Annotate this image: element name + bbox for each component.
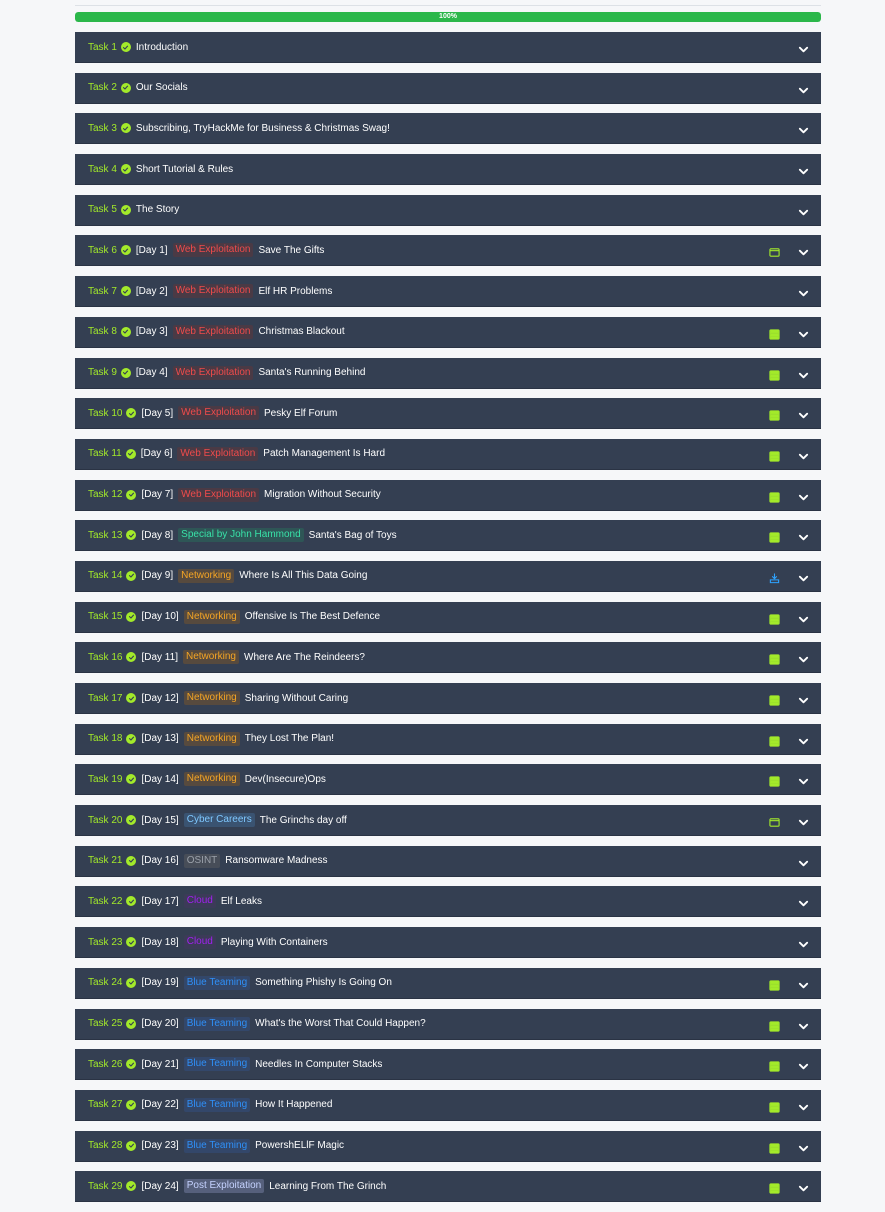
task-row[interactable] [75, 113, 821, 144]
progress-label: 100% [439, 13, 457, 20]
chevron-down-icon[interactable] [798, 164, 809, 175]
check-circle-icon [126, 856, 136, 866]
check-circle-icon [121, 286, 131, 296]
chevron-down-icon[interactable] [798, 530, 809, 541]
check-circle-icon [126, 571, 136, 581]
task-category-tag: Web Exploitation [178, 406, 259, 420]
server-icon [769, 978, 780, 989]
task-category-tag: Web Exploitation [173, 243, 254, 257]
task-category-tag: Networking [178, 569, 234, 583]
task-day: [Day 18] [141, 936, 179, 948]
chevron-down-icon[interactable] [798, 652, 809, 663]
task-row[interactable] [75, 480, 821, 511]
check-circle-icon [126, 1181, 136, 1191]
task-row[interactable] [75, 642, 821, 673]
chevron-down-icon[interactable] [798, 368, 809, 379]
server-icon [769, 1181, 780, 1192]
task-category-tag: Blue Teaming [184, 1017, 250, 1031]
chevron-down-icon[interactable] [798, 408, 809, 419]
task-category-tag: Post Exploitation [184, 1179, 265, 1193]
task-number: Task 16 [88, 651, 123, 663]
check-circle-icon [126, 1059, 136, 1069]
server-icon [769, 368, 780, 379]
task-number: Task 28 [88, 1140, 123, 1152]
task-row[interactable] [75, 1009, 821, 1040]
task-title: Where Are The Reindeers? [244, 651, 365, 663]
task-day: [Day 13] [141, 733, 179, 745]
task-row[interactable] [75, 73, 821, 104]
chevron-down-icon[interactable] [798, 245, 809, 256]
task-category-tag: Cloud [184, 894, 216, 908]
task-category-tag: Web Exploitation [173, 325, 254, 339]
task-row[interactable] [75, 235, 821, 266]
task-title: PowershELlF Magic [255, 1140, 345, 1152]
task-title: Save The Gifts [258, 244, 325, 256]
task-title: Where Is All This Data Going [239, 570, 368, 582]
task-number: Task 5 [88, 204, 117, 216]
check-circle-icon [121, 164, 131, 174]
task-row[interactable] [75, 886, 821, 917]
task-row[interactable] [75, 764, 821, 795]
server-icon [769, 774, 780, 785]
task-title: Christmas Blackout [258, 326, 345, 338]
chevron-down-icon[interactable] [798, 490, 809, 501]
task-number: Task 7 [88, 285, 117, 297]
task-day: [Day 3] [135, 326, 168, 338]
task-number: Task 14 [88, 570, 123, 582]
server-icon [769, 490, 780, 501]
task-row[interactable] [75, 927, 821, 958]
check-circle-icon [126, 693, 136, 703]
chevron-down-icon[interactable] [798, 42, 809, 53]
task-category-tag: Networking [184, 610, 240, 624]
task-day: [Day 1] [135, 244, 168, 256]
task-day: [Day 10] [141, 611, 179, 623]
check-circle-icon [121, 327, 131, 337]
task-row[interactable] [75, 1049, 821, 1080]
browser-icon [769, 245, 780, 256]
task-day: [Day 8] [141, 529, 174, 541]
check-circle-icon [121, 245, 131, 255]
check-circle-icon [126, 937, 136, 947]
chevron-down-icon[interactable] [798, 896, 809, 907]
chevron-down-icon[interactable] [798, 1100, 809, 1111]
check-circle-icon [126, 408, 136, 418]
check-circle-icon [126, 896, 136, 906]
task-row[interactable] [75, 398, 821, 429]
task-title: Something Phishy Is Going On [255, 977, 392, 989]
task-number: Task 4 [88, 163, 117, 175]
check-circle-icon [126, 1019, 136, 1029]
check-circle-icon [126, 774, 136, 784]
task-day: [Day 9] [141, 570, 174, 582]
task-number: Task 10 [88, 407, 123, 419]
task-number: Task 29 [88, 1180, 123, 1192]
task-row[interactable] [75, 1171, 821, 1202]
task-list [75, 32, 821, 1212]
task-number: Task 20 [88, 814, 123, 826]
task-number: Task 3 [88, 122, 117, 134]
task-row[interactable] [75, 317, 821, 348]
chevron-down-icon[interactable] [798, 612, 809, 623]
task-title: Elf HR Problems [258, 285, 333, 297]
task-row[interactable] [75, 439, 821, 470]
server-icon [769, 408, 780, 419]
task-number: Task 26 [88, 1058, 123, 1070]
check-circle-icon [126, 530, 136, 540]
task-day: [Day 14] [141, 773, 179, 785]
check-circle-icon [121, 83, 131, 93]
task-title: They Lost The Plan! [244, 733, 335, 745]
task-number: Task 23 [88, 936, 123, 948]
task-day: [Day 4] [135, 367, 168, 378]
task-number: Task 15 [88, 611, 123, 623]
chevron-down-icon[interactable] [798, 774, 809, 785]
chevron-down-icon[interactable] [798, 449, 809, 460]
task-number: Task 2 [88, 82, 117, 94]
task-title: Sharing Without Caring [244, 692, 349, 704]
task-row[interactable] [75, 520, 821, 551]
task-number: Task 12 [88, 489, 123, 501]
task-number: Task 25 [88, 1018, 123, 1029]
check-circle-icon [126, 1141, 136, 1151]
task-row[interactable] [75, 724, 821, 755]
server-icon [769, 449, 780, 460]
task-day: [Day 19] [141, 977, 179, 989]
check-circle-icon [126, 612, 136, 622]
task-number: Task 1 [88, 41, 117, 53]
task-day: [Day 15] [141, 814, 179, 826]
task-title: Santa's Bag of Toys [308, 529, 397, 541]
task-title: Short Tutorial & Rules [135, 163, 234, 175]
task-day: [Day 12] [141, 692, 179, 704]
task-number: Task 9 [88, 367, 117, 378]
task-number: Task 8 [88, 326, 117, 338]
task-day: [Day 11] [141, 651, 178, 663]
task-number: Task 17 [88, 692, 123, 704]
chevron-down-icon[interactable] [798, 1141, 809, 1152]
check-circle-icon [126, 1100, 136, 1110]
task-title: What's the Worst That Could Happen? [255, 1018, 426, 1029]
chevron-down-icon[interactable] [798, 123, 809, 134]
chevron-down-icon[interactable] [798, 856, 809, 867]
task-title: Needles In Computer Stacks [255, 1058, 383, 1070]
chevron-down-icon[interactable] [798, 937, 809, 948]
chevron-down-icon[interactable] [798, 1059, 809, 1070]
task-day: [Day 23] [141, 1140, 179, 1152]
task-row[interactable] [75, 805, 821, 836]
task-category-tag: Blue Teaming [184, 1139, 250, 1153]
check-circle-icon [121, 205, 131, 215]
task-day: [Day 16] [141, 855, 179, 867]
server-icon [769, 652, 780, 663]
server-icon [769, 612, 780, 623]
task-row[interactable] [75, 154, 821, 185]
progress-fill [75, 12, 821, 22]
download-icon [769, 571, 780, 582]
task-title: Pesky Elf Forum [264, 407, 338, 419]
task-title: Migration Without Security [264, 489, 381, 501]
task-category-tag: Networking [184, 732, 240, 746]
task-number: Task 27 [88, 1099, 123, 1111]
task-day: [Day 6] [140, 448, 173, 460]
chevron-down-icon[interactable] [798, 734, 809, 745]
task-title: Learning From The Grinch [269, 1180, 387, 1192]
server-icon [769, 1141, 780, 1152]
task-category-tag: Web Exploitation [173, 284, 254, 298]
task-row[interactable] [75, 195, 821, 226]
task-day: [Day 24] [141, 1180, 179, 1192]
check-circle-icon [126, 449, 136, 459]
chevron-down-icon[interactable] [798, 286, 809, 297]
task-category-tag: OSINT [184, 854, 221, 868]
server-icon [769, 734, 780, 745]
server-icon [769, 693, 780, 704]
task-category-tag: Web Exploitation [177, 447, 258, 461]
task-number: Task 11 [88, 448, 122, 460]
chevron-down-icon[interactable] [798, 693, 809, 704]
task-title: How It Happened [255, 1099, 333, 1111]
server-icon [769, 1019, 780, 1030]
task-category-tag: Web Exploitation [178, 488, 259, 502]
task-title: Dev(Insecure)Ops [244, 773, 326, 785]
check-circle-icon [121, 42, 131, 52]
task-title: Patch Management Is Hard [263, 448, 386, 460]
check-circle-icon [126, 815, 136, 825]
check-circle-icon [126, 490, 136, 500]
task-day: [Day 7] [141, 489, 174, 501]
chevron-down-icon[interactable] [798, 978, 809, 989]
chevron-down-icon[interactable] [798, 815, 809, 826]
task-row[interactable] [75, 276, 821, 307]
task-day: [Day 20] [141, 1018, 179, 1029]
task-title: Ransomware Madness [225, 855, 328, 867]
task-category-tag: Networking [184, 772, 240, 786]
task-category-tag: Networking [183, 650, 239, 664]
task-number: Task 21 [88, 855, 123, 867]
server-icon [769, 327, 780, 338]
task-category-tag: Blue Teaming [184, 1098, 250, 1112]
task-category-tag: Blue Teaming [184, 976, 250, 990]
task-row[interactable] [75, 358, 821, 389]
chevron-down-icon[interactable] [798, 1019, 809, 1030]
task-title: Playing With Containers [220, 936, 328, 948]
task-row[interactable] [75, 846, 821, 877]
task-number: Task 6 [88, 244, 117, 256]
task-title: The Story [135, 204, 180, 216]
task-title: Offensive Is The Best Defence [244, 611, 381, 623]
task-row[interactable] [75, 561, 821, 592]
task-title: Introduction [135, 41, 189, 53]
task-row[interactable] [75, 1131, 821, 1162]
task-title: The Grinchs day off [259, 814, 347, 826]
chevron-down-icon[interactable] [798, 1181, 809, 1192]
task-category-tag: Blue Teaming [184, 1057, 250, 1071]
task-title: Subscribing, TryHackMe for Business & Christmas Swag! [135, 122, 390, 134]
check-circle-icon [121, 368, 131, 378]
chevron-down-icon[interactable] [798, 83, 809, 94]
task-number: Task 19 [88, 773, 123, 785]
task-category-tag: Cloud [184, 935, 216, 949]
task-title: Elf Leaks [220, 895, 262, 907]
task-number: Task 24 [88, 977, 123, 989]
task-category-tag: Networking [184, 691, 240, 705]
task-number: Task 13 [88, 529, 123, 541]
check-circle-icon [126, 734, 136, 744]
server-icon [769, 1059, 780, 1070]
server-icon [769, 530, 780, 541]
task-title: Our Socials [135, 82, 188, 94]
task-category-tag: Special by John Hammond [178, 528, 304, 542]
browser-icon [769, 815, 780, 826]
task-row[interactable] [75, 968, 821, 999]
task-category-tag: Cyber Careers [184, 813, 255, 827]
chevron-down-icon[interactable] [798, 327, 809, 338]
task-row[interactable] [75, 683, 821, 714]
task-day: [Day 17] [141, 895, 179, 907]
check-circle-icon [126, 978, 136, 988]
task-day: [Day 5] [141, 407, 174, 419]
chevron-down-icon[interactable] [798, 571, 809, 582]
task-row[interactable] [75, 32, 821, 63]
check-circle-icon [121, 123, 131, 133]
task-row[interactable] [75, 1090, 821, 1121]
task-title: Santa's Running Behind [258, 367, 366, 378]
server-icon [769, 1100, 780, 1111]
check-circle-icon [126, 652, 136, 662]
top-divider [75, 0, 821, 6]
task-day: [Day 22] [141, 1099, 179, 1111]
task-number: Task 18 [88, 733, 123, 745]
task-day: [Day 2] [135, 285, 168, 297]
task-number: Task 22 [88, 895, 123, 907]
chevron-down-icon[interactable] [798, 205, 809, 216]
progress-bar [75, 12, 821, 22]
task-category-tag: Web Exploitation [173, 366, 254, 380]
task-row[interactable] [75, 602, 821, 633]
task-day: [Day 21] [141, 1058, 179, 1070]
